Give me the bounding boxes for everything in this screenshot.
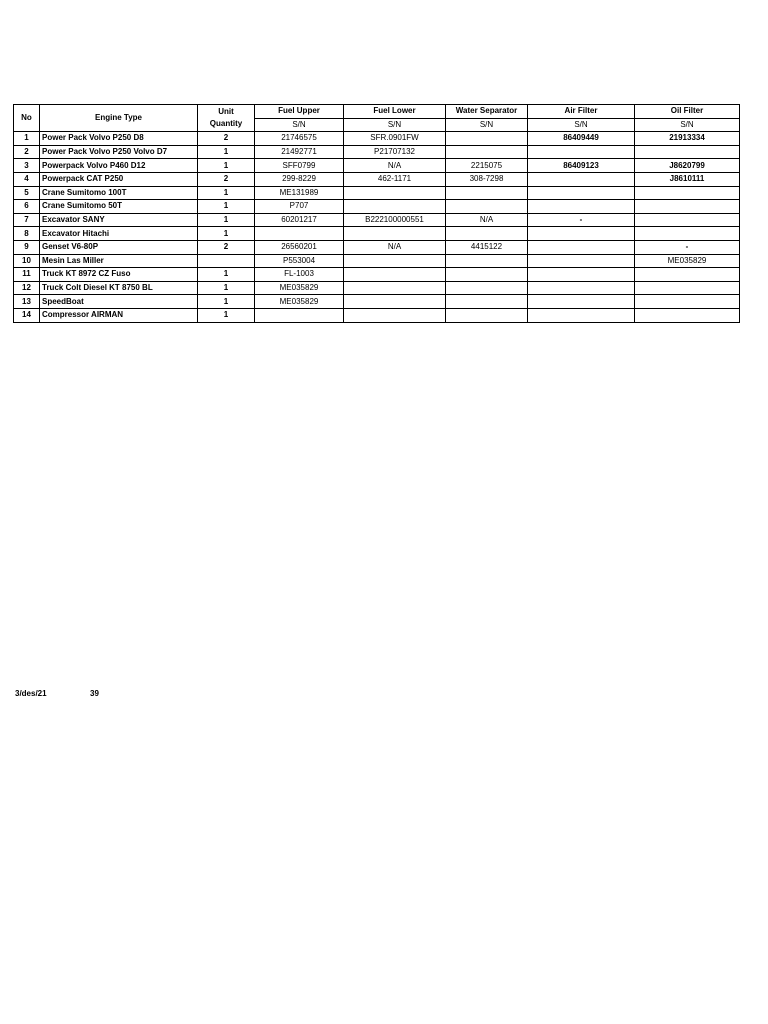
cell-water-separator <box>446 281 528 295</box>
table-row <box>14 172 740 186</box>
cell-air-filter: 86409123 <box>528 159 635 173</box>
header-air-filter: Air Filter <box>528 105 635 119</box>
cell-unit-quantity: 2 <box>198 172 255 186</box>
cell-water-separator <box>446 295 528 309</box>
cell-fuel-lower: N/A <box>344 159 446 173</box>
cell-fuel-lower: 462-1171 <box>344 172 446 186</box>
cell-oil-filter <box>635 200 740 214</box>
footer-date: 3/des/21 <box>15 689 47 698</box>
cell-engine-type: Power Pack Volvo P250 D8 <box>40 132 198 146</box>
cell-engine-type: Mesin Las Miller <box>40 254 198 268</box>
header-row <box>14 105 740 119</box>
footer-page-number: 39 <box>90 689 99 698</box>
cell-unit-quantity: 1 <box>198 308 255 322</box>
table-row <box>14 132 740 146</box>
cell-no: 10 <box>14 254 40 268</box>
cell-oil-filter <box>635 186 740 200</box>
cell-water-separator <box>446 200 528 214</box>
cell-oil-filter <box>635 308 740 322</box>
cell-unit-quantity: 1 <box>198 145 255 159</box>
cell-fuel-lower: B222100000551 <box>344 213 446 227</box>
cell-water-separator: N/A <box>446 213 528 227</box>
cell-fuel-upper: 21492771 <box>255 145 344 159</box>
cell-unit-quantity: 2 <box>198 132 255 146</box>
cell-oil-filter: ME035829 <box>635 254 740 268</box>
cell-no: 14 <box>14 308 40 322</box>
header-water-separator: Water Separator <box>446 105 528 119</box>
table-row <box>14 227 740 241</box>
cell-no: 1 <box>14 132 40 146</box>
cell-fuel-upper: ME035829 <box>255 295 344 309</box>
cell-oil-filter: J8620799 <box>635 159 740 173</box>
table-row <box>14 159 740 173</box>
cell-air-filter <box>528 186 635 200</box>
cell-water-separator: 308-7298 <box>446 172 528 186</box>
cell-fuel-lower: N/A <box>344 240 446 254</box>
cell-water-separator <box>446 186 528 200</box>
cell-fuel-lower <box>344 295 446 309</box>
cell-air-filter <box>528 281 635 295</box>
cell-fuel-upper: ME131989 <box>255 186 344 200</box>
cell-air-filter <box>528 145 635 159</box>
cell-fuel-upper: 21746575 <box>255 132 344 146</box>
table-header <box>14 105 740 132</box>
cell-air-filter: - <box>528 213 635 227</box>
cell-engine-type: SpeedBoat <box>40 295 198 309</box>
cell-engine-type: Genset V6-80P <box>40 240 198 254</box>
table-row <box>14 281 740 295</box>
cell-engine-type: Excavator Hitachi <box>40 227 198 241</box>
table-row <box>14 145 740 159</box>
cell-fuel-lower <box>344 254 446 268</box>
header-no: No <box>14 105 40 132</box>
table-row <box>14 240 740 254</box>
cell-unit-quantity: 2 <box>198 240 255 254</box>
cell-oil-filter <box>635 295 740 309</box>
cell-air-filter: 86409449 <box>528 132 635 146</box>
filter-parts-table <box>13 104 740 323</box>
cell-fuel-upper: SFF0799 <box>255 159 344 173</box>
table-body <box>14 132 740 322</box>
cell-water-separator: 2215075 <box>446 159 528 173</box>
cell-fuel-lower: P21707132 <box>344 145 446 159</box>
cell-no: 6 <box>14 200 40 214</box>
cell-oil-filter: J8610111 <box>635 172 740 186</box>
cell-oil-filter <box>635 227 740 241</box>
cell-air-filter <box>528 200 635 214</box>
cell-oil-filter <box>635 268 740 282</box>
cell-fuel-upper: ME035829 <box>255 281 344 295</box>
cell-engine-type: Compressor AIRMAN <box>40 308 198 322</box>
cell-engine-type: Power Pack Volvo P250 Volvo D7 <box>40 145 198 159</box>
cell-fuel-lower <box>344 186 446 200</box>
cell-unit-quantity: 1 <box>198 295 255 309</box>
cell-no: 3 <box>14 159 40 173</box>
header-unit-quantity-line1: Unit <box>218 107 234 117</box>
cell-fuel-upper: 26560201 <box>255 240 344 254</box>
cell-air-filter <box>528 240 635 254</box>
cell-fuel-lower <box>344 268 446 282</box>
cell-unit-quantity: 1 <box>198 200 255 214</box>
cell-unit-quantity: 1 <box>198 281 255 295</box>
cell-engine-type: Crane Sumitomo 50T <box>40 200 198 214</box>
cell-fuel-upper <box>255 227 344 241</box>
cell-fuel-lower <box>344 200 446 214</box>
cell-oil-filter: - <box>635 240 740 254</box>
cell-fuel-lower: SFR.0901FW <box>344 132 446 146</box>
cell-engine-type: Powerpack Volvo P460 D12 <box>40 159 198 173</box>
cell-engine-type: Truck KT 8972 CZ Fuso <box>40 268 198 282</box>
cell-water-separator <box>446 268 528 282</box>
cell-oil-filter <box>635 213 740 227</box>
cell-oil-filter: 21913334 <box>635 132 740 146</box>
cell-oil-filter <box>635 281 740 295</box>
table-row <box>14 186 740 200</box>
cell-engine-type: Truck Colt Diesel KT 8750 BL <box>40 281 198 295</box>
cell-unit-quantity: 1 <box>198 268 255 282</box>
table-row <box>14 213 740 227</box>
cell-no: 2 <box>14 145 40 159</box>
cell-no: 8 <box>14 227 40 241</box>
cell-fuel-lower <box>344 227 446 241</box>
cell-air-filter <box>528 268 635 282</box>
cell-unit-quantity: 1 <box>198 159 255 173</box>
table-row <box>14 268 740 282</box>
cell-fuel-upper: P553004 <box>255 254 344 268</box>
cell-unit-quantity <box>198 254 255 268</box>
cell-unit-quantity: 1 <box>198 213 255 227</box>
header-fuel-lower: Fuel Lower <box>344 105 446 119</box>
cell-no: 4 <box>14 172 40 186</box>
cell-water-separator: 4415122 <box>446 240 528 254</box>
cell-no: 12 <box>14 281 40 295</box>
cell-no: 11 <box>14 268 40 282</box>
cell-fuel-upper <box>255 308 344 322</box>
cell-air-filter <box>528 254 635 268</box>
cell-water-separator <box>446 308 528 322</box>
cell-fuel-lower <box>344 308 446 322</box>
cell-fuel-lower <box>344 281 446 295</box>
cell-engine-type: Powerpack CAT P250 <box>40 172 198 186</box>
header-unit-quantity-line2: Quantity <box>209 119 243 129</box>
cell-water-separator <box>446 227 528 241</box>
header-fuel-upper: Fuel Upper <box>255 105 344 119</box>
cell-fuel-upper: FL-1003 <box>255 268 344 282</box>
cell-water-separator <box>446 132 528 146</box>
cell-no: 13 <box>14 295 40 309</box>
cell-engine-type: Excavator SANY <box>40 213 198 227</box>
cell-no: 9 <box>14 240 40 254</box>
cell-air-filter <box>528 308 635 322</box>
header-unit-quantity <box>198 105 255 132</box>
cell-air-filter <box>528 295 635 309</box>
cell-unit-quantity: 1 <box>198 186 255 200</box>
header-sn-oil-filter: S/N <box>635 118 740 132</box>
cell-engine-type: Crane Sumitomo 100T <box>40 186 198 200</box>
cell-unit-quantity: 1 <box>198 227 255 241</box>
cell-no: 7 <box>14 213 40 227</box>
header-sn-water-separator: S/N <box>446 118 528 132</box>
header-sn-fuel-upper: S/N <box>255 118 344 132</box>
table-row <box>14 295 740 309</box>
table-row <box>14 200 740 214</box>
header-sn-air-filter: S/N <box>528 118 635 132</box>
cell-air-filter <box>528 172 635 186</box>
header-engine-type: Engine Type <box>40 105 198 132</box>
cell-water-separator <box>446 145 528 159</box>
cell-air-filter <box>528 227 635 241</box>
cell-oil-filter <box>635 145 740 159</box>
table-row <box>14 308 740 322</box>
cell-no: 5 <box>14 186 40 200</box>
cell-fuel-upper: 299-8229 <box>255 172 344 186</box>
table-row <box>14 254 740 268</box>
cell-water-separator <box>446 254 528 268</box>
cell-fuel-upper: 60201217 <box>255 213 344 227</box>
header-oil-filter: Oil Filter <box>635 105 740 119</box>
header-sn-fuel-lower: S/N <box>344 118 446 132</box>
cell-fuel-upper: P707 <box>255 200 344 214</box>
